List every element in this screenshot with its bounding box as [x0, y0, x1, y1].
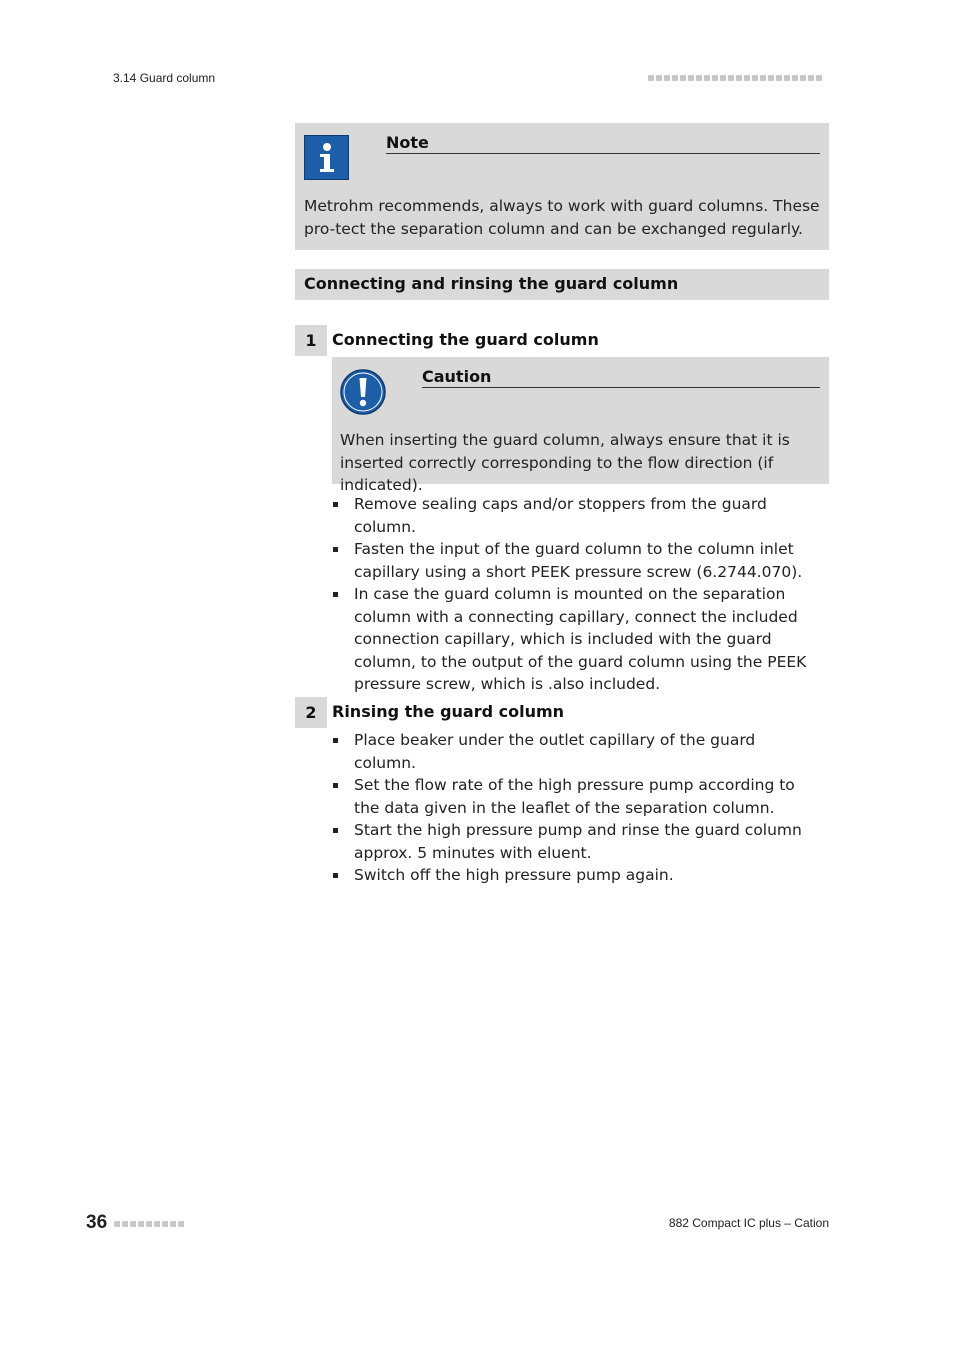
- exclamation-icon: [340, 369, 386, 415]
- note-text: Metrohm recommends, always to work with guard columns. These pro-tect the separation column and can be exchanged regularly.: [304, 197, 820, 238]
- note-title: Note: [386, 133, 820, 154]
- list-item: In case the guard column is mounted on the separation column with a connecting capillary, connect the included connection capillary, which is included with the guard column, to the output of the guard column using the PEEK pressure screw, which is .also included.: [332, 583, 808, 696]
- list-item: Set the flow rate of the high pressure pump according to the data given in the leaflet of the separation column.: [332, 774, 808, 819]
- running-header-section: 3.14 Guard column: [113, 71, 216, 85]
- caution-title: Caution: [422, 367, 820, 388]
- list-item: Place beaker under the outlet capillary of the guard column.: [332, 729, 808, 774]
- running-footer-product: 882 Compact IC plus – Cation: [668, 1216, 829, 1230]
- step-2-bullet-list: [332, 729, 808, 887]
- info-icon: [304, 135, 349, 180]
- list-item: Remove sealing caps and/or stoppers from the guard column.: [332, 493, 808, 538]
- step-title: Connecting the guard column: [332, 330, 599, 349]
- step-number: 1: [295, 325, 327, 356]
- step-number: 2: [295, 697, 327, 728]
- header-decorative-dots: [648, 75, 822, 81]
- caution-text: When inserting the guard column, always ensure that it is inserted correctly corresponding to the flow direction (if indicated).: [340, 431, 790, 494]
- list-item: Switch off the high pressure pump again.: [332, 864, 808, 887]
- list-item: Start the high pressure pump and rinse the guard column approx. 5 minutes with eluent.: [332, 819, 808, 864]
- section-title: Connecting and rinsing the guard column: [304, 274, 679, 293]
- step-title: Rinsing the guard column: [332, 702, 565, 721]
- step-1-bullet-list: [332, 493, 808, 696]
- page-number: 36: [86, 1212, 108, 1233]
- footer-decorative-dots: [114, 1221, 184, 1227]
- list-item: Fasten the input of the guard column to the column inlet capillary using a short PEEK pressure screw (6.2744.070).: [332, 538, 808, 583]
